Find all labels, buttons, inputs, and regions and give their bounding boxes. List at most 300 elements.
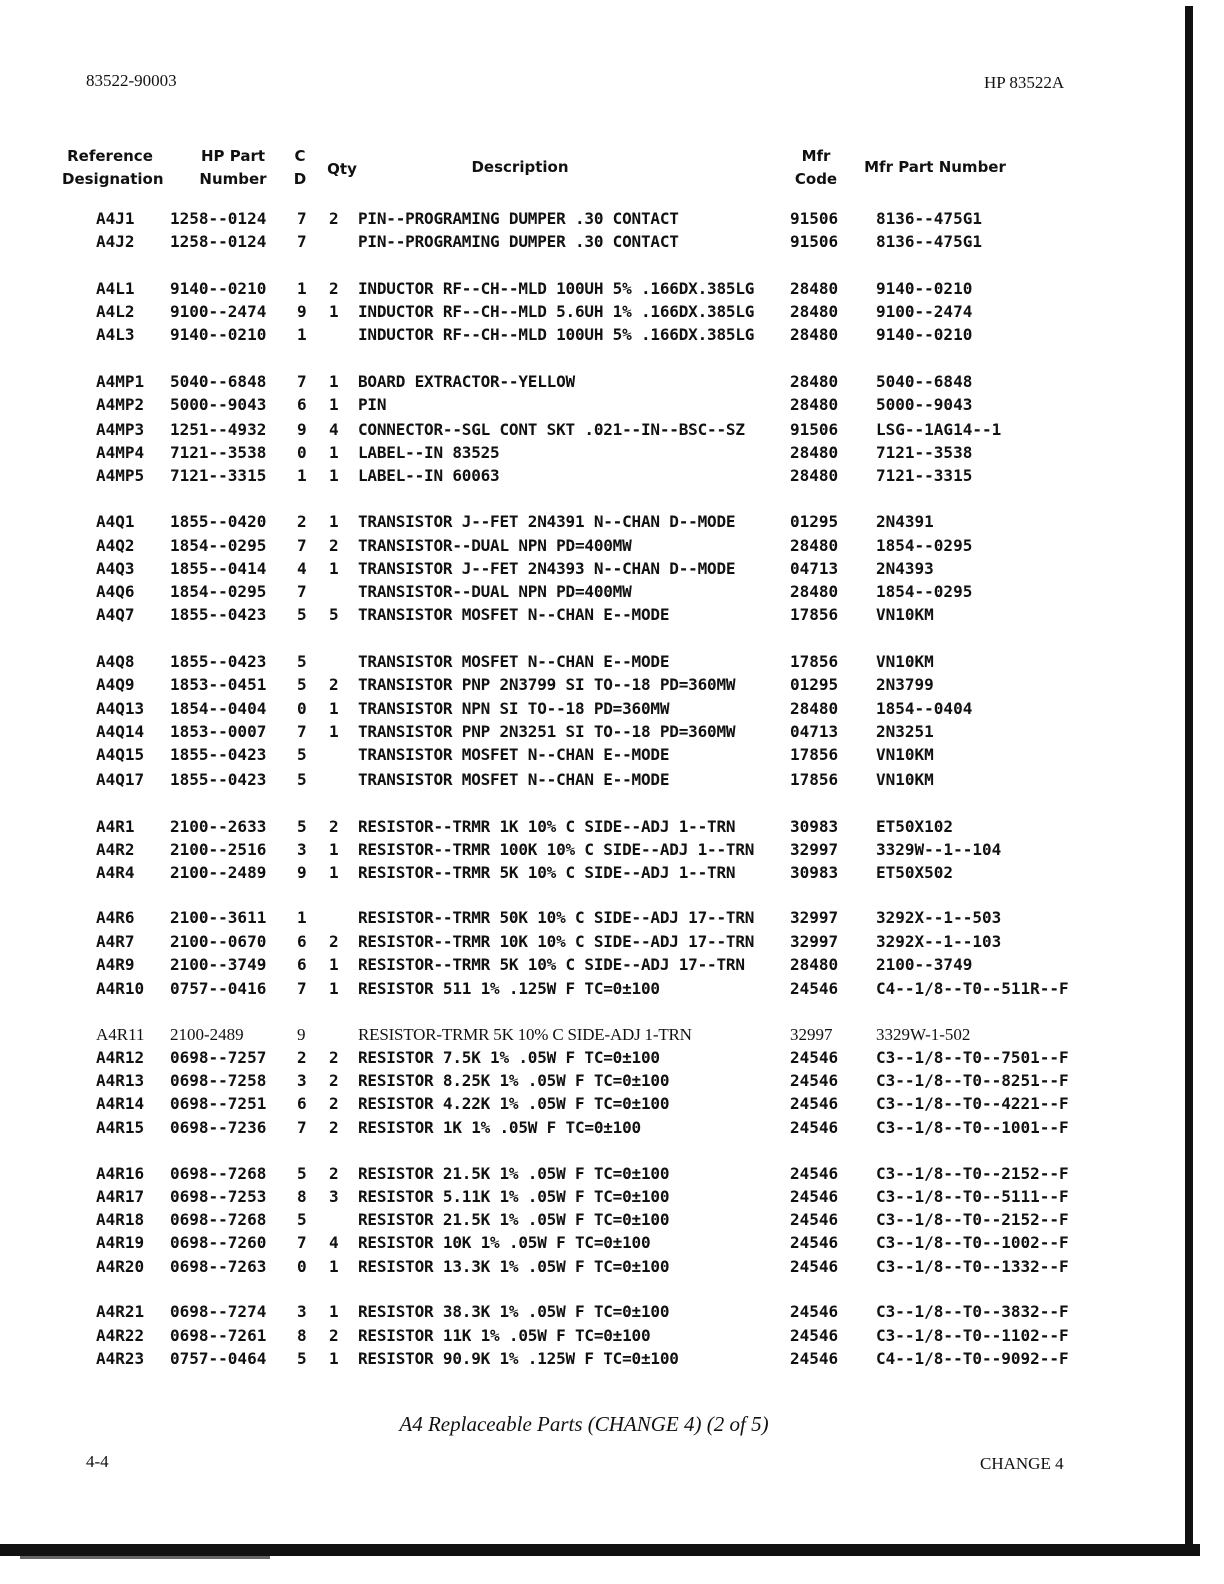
ref-designation: A4R23 [96,1349,145,1368]
table-row [0,953,1224,977]
ref-designation: A4R19 [96,1233,145,1252]
table-row [0,977,1224,1001]
check-digit: 0 [297,1257,307,1276]
check-digit: 8 [297,1187,307,1206]
mfr-code: 28480 [790,955,839,974]
scan-edge-bottom-shadow [20,1556,270,1559]
ref-designation: A4Q14 [96,722,145,741]
table-row [0,1347,1224,1371]
mfr-part-number: 5000--9043 [876,395,973,414]
mfr-code: 28480 [790,279,839,298]
hp-part-number: 5000--9043 [170,395,267,414]
description: TRANSISTOR J--FET 2N4393 N--CHAN D--MODE [358,559,736,578]
table-row [0,603,1224,627]
ref-designation: A4Q9 [96,675,135,694]
mfr-code: 91506 [790,209,839,228]
description: RESISTOR-TRMR 5K 10% C SIDE-ADJ 1-TRN [358,1025,692,1044]
quantity: 2 [329,675,339,694]
description: RESISTOR 21.5K 1% .05W F TC=0±100 [358,1164,670,1183]
description: RESISTOR 10K 1% .05W F TC=0±100 [358,1233,651,1252]
table-row [0,534,1224,558]
ref-designation: A4R6 [96,908,135,927]
mfr-part-number: VN10KM [876,770,934,789]
quantity: 2 [329,536,339,555]
hp-part-number: 2100--2516 [170,840,267,859]
table-row [0,743,1224,767]
ref-designation: A4MP5 [96,466,145,485]
check-digit: 7 [297,582,307,601]
mfr-code: 32997 [790,840,839,859]
hp-part-number: 0698--7236 [170,1118,267,1137]
quantity: 5 [329,605,339,624]
col-header-mfr-part: Mfr Part Number [864,158,1006,176]
check-digit: 1 [297,279,307,298]
mfr-part-number: 2N3251 [876,722,934,741]
mfr-part-number: 8136--475G1 [876,232,982,251]
check-digit: 5 [297,745,307,764]
table-row [0,1300,1224,1324]
mfr-code: 91506 [790,232,839,251]
table-row [0,370,1224,394]
quantity: 1 [329,1302,339,1321]
quantity: 1 [329,840,339,859]
mfr-code: 28480 [790,582,839,601]
table-row [0,1162,1224,1186]
quantity: 2 [329,279,339,298]
hp-part-number: 1258--0124 [170,209,267,228]
description: PIN--PROGRAMING DUMPER .30 CONTACT [358,232,679,251]
check-digit: 7 [297,1118,307,1137]
check-digit: 7 [297,232,307,251]
ref-designation: A4MP3 [96,420,145,439]
mfr-code: 24546 [790,1349,839,1368]
table-row [0,323,1224,347]
ref-designation: A4J1 [96,209,135,228]
mfr-code: 32997 [790,932,839,951]
check-digit: 0 [297,443,307,462]
page-number: 4-4 [86,1452,109,1471]
quantity: 2 [329,1048,339,1067]
mfr-part-number: 1854--0295 [876,536,973,555]
table-row [0,557,1224,581]
mfr-code: 24546 [790,1071,839,1090]
table-row [0,580,1224,604]
hp-part-number: 1258--0124 [170,232,267,251]
quantity: 1 [329,722,339,741]
description: PIN [358,395,387,414]
hp-part-number: 1854--0295 [170,582,267,601]
col-header-mfr-code: Mfr Code [794,147,838,188]
mfr-part-number: C3--1/8--T0--5111--F [876,1187,1069,1206]
ref-designation: A4R22 [96,1326,145,1345]
quantity: 1 [329,302,339,321]
mfr-part-number: 3292X--1--503 [876,908,1002,927]
ref-designation: A4R15 [96,1118,145,1137]
check-digit: 7 [297,536,307,555]
check-digit: 9 [297,302,307,321]
hp-part-number: 1855--0423 [170,605,267,624]
hp-part-number: 5040--6848 [170,372,267,391]
check-digit: 7 [297,979,307,998]
ref-designation: A4Q17 [96,770,145,789]
col-header-cd: C D [293,147,307,188]
mfr-code: 01295 [790,512,839,531]
table-row [0,277,1224,301]
ref-designation: A4MP4 [96,443,145,462]
hp-part-number: 1855--0420 [170,512,267,531]
hp-part-number: 1854--0404 [170,699,267,718]
mfr-code: 24546 [790,1164,839,1183]
mfr-part-number: C3--1/8--T0--1002--F [876,1233,1069,1252]
mfr-code: 24546 [790,1326,839,1345]
ref-designation: A4R16 [96,1164,145,1183]
table-row [0,1116,1224,1140]
hp-part-number: 2100--3611 [170,908,267,927]
table-caption: A4 Replaceable Parts (CHANGE 4) (2 of 5) [399,1412,769,1436]
ref-designation: A4MP2 [96,395,145,414]
hp-part-number: 1853--0451 [170,675,267,694]
table-row [0,697,1224,721]
mfr-part-number: 9140--0210 [876,279,973,298]
check-digit: 9 [297,1025,306,1044]
ref-designation: A4R12 [96,1048,145,1067]
check-digit: 5 [297,652,307,671]
mfr-part-number: 2100--3749 [876,955,973,974]
change-label: CHANGE 4 [980,1454,1064,1473]
description: TRANSISTOR MOSFET N--CHAN E--MODE [358,605,670,624]
quantity: 2 [329,817,339,836]
quantity: 1 [329,395,339,414]
mfr-part-number: 2N4393 [876,559,934,578]
quantity: 1 [329,372,339,391]
ref-designation: A4R7 [96,932,135,951]
mfr-part-number: 3329W--1--104 [876,840,1002,859]
mfr-code: 28480 [790,372,839,391]
mfr-code: 28480 [790,302,839,321]
description: RESISTOR 1K 1% .05W F TC=0±100 [358,1118,641,1137]
mfr-part-number: C3--1/8--T0--8251--F [876,1071,1069,1090]
description: TRANSISTOR MOSFET N--CHAN E--MODE [358,770,670,789]
hp-part-number: 1855--0423 [170,770,267,789]
check-digit: 3 [297,1071,307,1090]
description: TRANSISTOR PNP 2N3799 SI TO--18 PD=360MW [358,675,736,694]
hp-part-number: 2100--0670 [170,932,267,951]
table-row [0,650,1224,674]
quantity: 2 [329,1164,339,1183]
table-row [0,1069,1224,1093]
check-digit: 4 [297,559,307,578]
quantity: 4 [329,1233,339,1252]
hp-part-number: 1855--0423 [170,652,267,671]
description: RESISTOR 13.3K 1% .05W F TC=0±100 [358,1257,670,1276]
mfr-part-number: 9140--0210 [876,325,973,344]
mfr-code: 17856 [790,770,839,789]
check-digit: 1 [297,466,307,485]
ref-designation: A4R17 [96,1187,145,1206]
check-digit: 5 [297,1164,307,1183]
description: RESISTOR 8.25K 1% .05W F TC=0±100 [358,1071,670,1090]
check-digit: 6 [297,955,307,974]
check-digit: 6 [297,932,307,951]
check-digit: 8 [297,1326,307,1345]
hp-part-number: 0698--7268 [170,1210,267,1229]
hp-part-number: 2100--2489 [170,863,267,882]
mfr-part-number: C3--1/8--T0--7501--F [876,1048,1069,1067]
description: TRANSISTOR J--FET 2N4391 N--CHAN D--MODE [358,512,736,531]
ref-designation: A4Q7 [96,605,135,624]
mfr-part-number: C3--1/8--T0--1332--F [876,1257,1069,1276]
description: RESISTOR--TRMR 5K 10% C SIDE--ADJ 1--TRN [358,863,736,882]
check-digit: 7 [297,209,307,228]
mfr-code: 17856 [790,745,839,764]
description: TRANSISTOR--DUAL NPN PD=400MW [358,536,632,555]
ref-designation: A4R20 [96,1257,145,1276]
table-row [0,441,1224,465]
hp-part-number: 0698--7263 [170,1257,267,1276]
mfr-code: 32997 [790,1025,833,1044]
ref-designation: A4R11 [96,1025,145,1044]
mfr-part-number: 5040--6848 [876,372,973,391]
mfr-part-number: C4--1/8--T0--511R--F [876,979,1069,998]
col-header-qty: Qty [327,160,357,178]
mfr-code: 24546 [790,1187,839,1206]
description: CONNECTOR--SGL CONT SKT .021--IN--BSC--SZ [358,420,745,439]
mfr-part-number: 1854--0295 [876,582,973,601]
mfr-code: 28480 [790,466,839,485]
mfr-code: 24546 [790,1257,839,1276]
table-row [0,1023,1224,1047]
mfr-code: 30983 [790,863,839,882]
ref-designation: A4R2 [96,840,135,859]
quantity: 1 [329,559,339,578]
mfr-part-number: ET50X102 [876,817,954,836]
mfr-code: 04713 [790,559,839,578]
check-digit: 9 [297,420,307,439]
mfr-part-number: 2N4391 [876,512,934,531]
ref-designation: A4R10 [96,979,145,998]
hp-part-number: 0757--0464 [170,1349,267,1368]
check-digit: 3 [297,1302,307,1321]
description: RESISTOR 38.3K 1% .05W F TC=0±100 [358,1302,670,1321]
check-digit: 9 [297,863,307,882]
description: RESISTOR 7.5K 1% .05W F TC=0±100 [358,1048,660,1067]
quantity: 2 [329,1094,339,1113]
check-digit: 7 [297,722,307,741]
table-row [0,393,1224,417]
hp-part-number: 1854--0295 [170,536,267,555]
mfr-part-number: C3--1/8--T0--1001--F [876,1118,1069,1137]
ref-designation: A4R1 [96,817,135,836]
ref-designation: A4L2 [96,302,135,321]
table-row [0,1046,1224,1070]
check-digit: 5 [297,675,307,694]
mfr-code: 24546 [790,979,839,998]
mfr-part-number: VN10KM [876,745,934,764]
mfr-code: 91506 [790,420,839,439]
mfr-code: 24546 [790,1118,839,1137]
table-row [0,720,1224,744]
table-row [0,1092,1224,1116]
description: RESISTOR 5.11K 1% .05W F TC=0±100 [358,1187,670,1206]
check-digit: 5 [297,817,307,836]
description: RESISTOR--TRMR 5K 10% C SIDE--ADJ 17--TRN [358,955,745,974]
quantity: 2 [329,1326,339,1345]
mfr-code: 28480 [790,395,839,414]
table-row [0,464,1224,488]
hp-part-number: 7121--3538 [170,443,267,462]
mfr-part-number: 1854--0404 [876,699,973,718]
table-row [0,1185,1224,1209]
hp-part-number: 2100-2489 [170,1025,244,1044]
mfr-code: 28480 [790,536,839,555]
quantity: 2 [329,209,339,228]
mfr-part-number: LSG--1AG14--1 [876,420,1002,439]
ref-designation: A4J2 [96,232,135,251]
ref-designation: A4MP1 [96,372,145,391]
hp-part-number: 0698--7260 [170,1233,267,1252]
hp-part-number: 1251--4932 [170,420,267,439]
check-digit: 5 [297,1349,307,1368]
mfr-part-number: C3--1/8--T0--4221--F [876,1094,1069,1113]
hp-part-number: 7121--3315 [170,466,267,485]
table-row [0,906,1224,930]
check-digit: 6 [297,395,307,414]
description: LABEL--IN 83525 [358,443,500,462]
description: PIN--PROGRAMING DUMPER .30 CONTACT [358,209,679,228]
mfr-code: 24546 [790,1048,839,1067]
mfr-part-number: C4--1/8--T0--9092--F [876,1349,1069,1368]
hp-part-number: 0698--7258 [170,1071,267,1090]
quantity: 1 [329,863,339,882]
hp-part-number: 9140--0210 [170,279,267,298]
mfr-part-number: VN10KM [876,605,934,624]
mfr-part-number: 8136--475G1 [876,209,982,228]
quantity: 3 [329,1187,339,1206]
col-header-description: Description [471,158,569,176]
check-digit: 2 [297,1048,307,1067]
description: RESISTOR 21.5K 1% .05W F TC=0±100 [358,1210,670,1229]
mfr-part-number: C3--1/8--T0--1102--F [876,1326,1069,1345]
description: INDUCTOR RF--CH--MLD 100UH 5% .166DX.385LG [358,279,755,298]
table-row [0,418,1224,442]
ref-designation: A4R21 [96,1302,145,1321]
table-row [0,930,1224,954]
mfr-part-number: C3--1/8--T0--2152--F [876,1210,1069,1229]
quantity: 2 [329,1118,339,1137]
mfr-code: 30983 [790,817,839,836]
doc-number: 83522-90003 [86,71,177,90]
quantity: 1 [329,443,339,462]
table-row [0,838,1224,862]
hp-part-number: 0757--0416 [170,979,267,998]
check-digit: 3 [297,840,307,859]
col-header-ref: Reference Designation [62,147,164,188]
quantity: 2 [329,1071,339,1090]
description: INDUCTOR RF--CH--MLD 100UH 5% .166DX.385LG [358,325,755,344]
ref-designation: A4Q6 [96,582,135,601]
ref-designation: A4Q1 [96,512,135,531]
table-row [0,815,1224,839]
description: TRANSISTOR MOSFET N--CHAN E--MODE [358,652,670,671]
mfr-part-number: VN10KM [876,652,934,671]
table-row [0,1255,1224,1279]
table-row [0,1208,1224,1232]
col-header-hp-part: HP Part Number [199,147,267,188]
hp-part-number: 1855--0423 [170,745,267,764]
quantity: 1 [329,466,339,485]
check-digit: 2 [297,512,307,531]
description: RESISTOR--TRMR 100K 10% C SIDE--ADJ 1--TRN [358,840,755,859]
mfr-code: 24546 [790,1302,839,1321]
table-row [0,207,1224,231]
mfr-code: 17856 [790,652,839,671]
quantity: 1 [329,699,339,718]
ref-designation: A4R14 [96,1094,145,1113]
ref-designation: A4Q3 [96,559,135,578]
ref-designation: A4Q8 [96,652,135,671]
mfr-code: 01295 [790,675,839,694]
mfr-part-number: 7121--3315 [876,466,973,485]
description: TRANSISTOR NPN SI TO--18 PD=360MW [358,699,670,718]
quantity: 2 [329,932,339,951]
ref-designation: A4R13 [96,1071,145,1090]
table-row [0,1231,1224,1255]
mfr-code: 17856 [790,605,839,624]
hp-part-number: 1853--0007 [170,722,267,741]
table-row [0,768,1224,792]
table-row [0,230,1224,254]
ref-designation: A4L1 [96,279,135,298]
table-row [0,1324,1224,1348]
hp-part-number: 9100--2474 [170,302,267,321]
hp-part-number: 2100--3749 [170,955,267,974]
table-row [0,861,1224,885]
mfr-code: 24546 [790,1233,839,1252]
ref-designation: A4R4 [96,863,135,882]
table-row [0,300,1224,324]
check-digit: 6 [297,1094,307,1113]
description: TRANSISTOR--DUAL NPN PD=400MW [358,582,632,601]
mfr-code: 04713 [790,722,839,741]
mfr-part-number: 9100--2474 [876,302,973,321]
hp-part-number: 0698--7251 [170,1094,267,1113]
ref-designation: A4R18 [96,1210,145,1229]
check-digit: 1 [297,908,307,927]
check-digit: 5 [297,1210,307,1229]
description: RESISTOR--TRMR 10K 10% C SIDE--ADJ 17--TRN [358,932,755,951]
check-digit: 7 [297,1233,307,1252]
ref-designation: A4R9 [96,955,135,974]
mfr-part-number: C3--1/8--T0--2152--F [876,1164,1069,1183]
check-digit: 1 [297,325,307,344]
table-row [0,673,1224,697]
mfr-part-number: 3329W-1-502 [876,1025,971,1044]
quantity: 1 [329,1257,339,1276]
mfr-part-number: 3292X--1--103 [876,932,1002,951]
hp-part-number: 0698--7261 [170,1326,267,1345]
hp-part-number: 0698--7274 [170,1302,267,1321]
description: RESISTOR--TRMR 1K 10% C SIDE--ADJ 1--TRN [358,817,736,836]
mfr-code: 28480 [790,699,839,718]
table-row [0,510,1224,534]
description: TRANSISTOR PNP 2N3251 SI TO--18 PD=360MW [358,722,736,741]
description: RESISTOR 90.9K 1% .125W F TC=0±100 [358,1349,679,1368]
check-digit: 0 [297,699,307,718]
ref-designation: A4L3 [96,325,135,344]
description: INDUCTOR RF--CH--MLD 5.6UH 1% .166DX.385LG [358,302,755,321]
description: RESISTOR--TRMR 50K 10% C SIDE--ADJ 17--TRN [358,908,755,927]
ref-designation: A4Q2 [96,536,135,555]
